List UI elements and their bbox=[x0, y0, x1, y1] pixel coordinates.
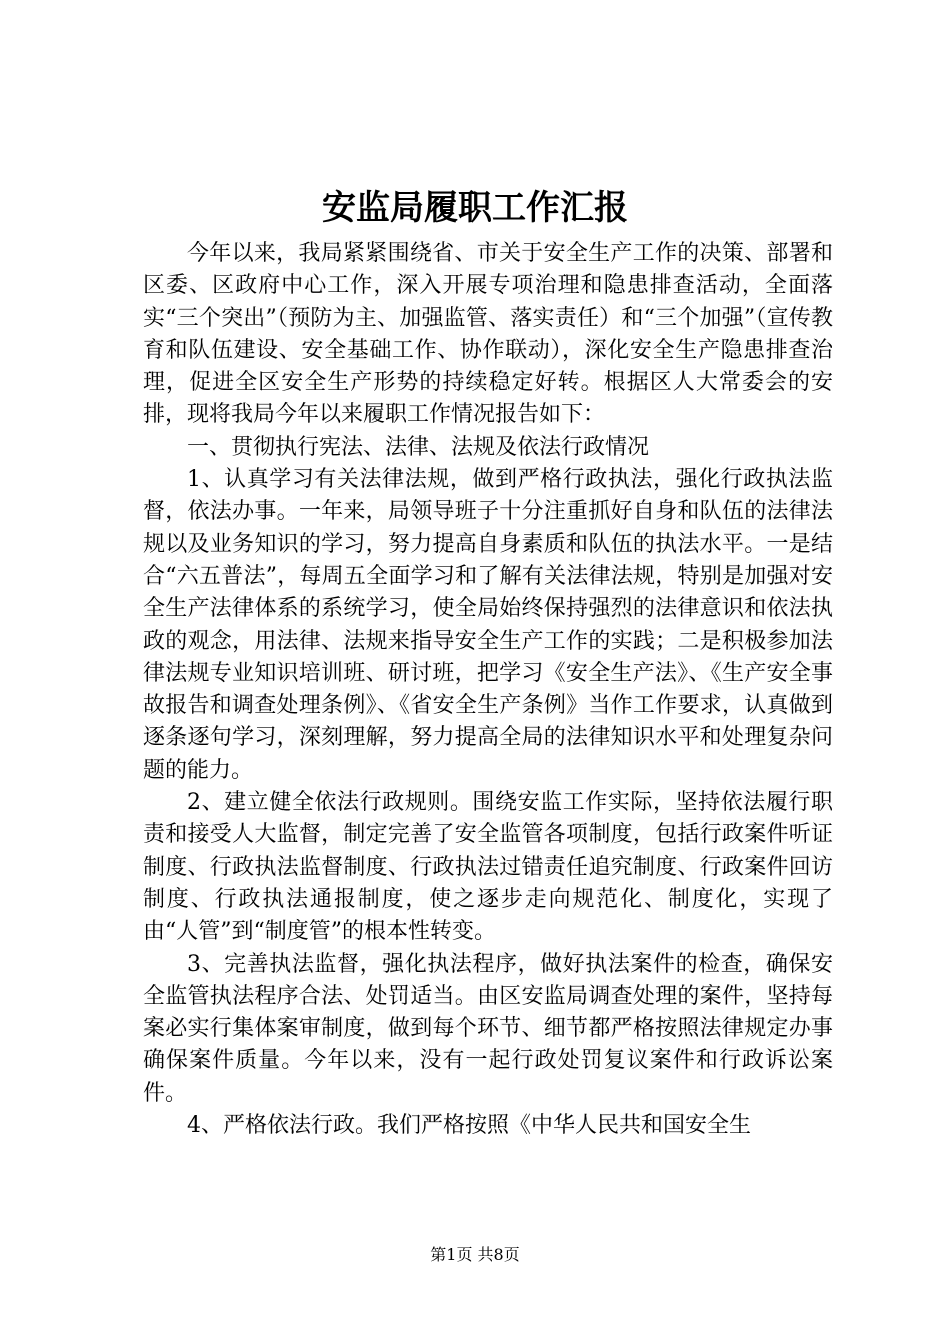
document-body bbox=[143, 238, 833, 1142]
body-paragraph: 1、认真学习有关法律法规，做到严格行政执法，强化行政执法监督，依法办事。一年来，局领导班子十分注重抓好自身和队伍的法律法规以及业务知识的学习，努力提高自身素质和队伍的执法水平。一是结合“六五普法”，每周五全面学习和了解有关法律法规，特别是加强对安全生产法律体系的系统学习，使全局始终保持强烈的法律意识和依法执政的观念，用法律、法规来指导安全生产工作的实践；二是积极参加法律法规专业知识培训班、研讨班，把学习《安全生产法》、《生产安全事故报告和调查处理条例》、《省安全生产条例》当作工作要求，认真做到逐条逐句学习，深刻理解，努力提高全局的法律知识水平和处理复杂问题的能力。 bbox=[143, 467, 833, 783]
body-paragraph: 2、建立健全依法行政规则。围绕安监工作实际，坚持依法履行职责和接受人大监督，制定完善了安全监管各项制度，包括行政案件听证制度、行政执法监督制度、行政执法过错责任追究制度、行政案件回访制度、行政执法通报制度，使之逐步走向规范化、制度化，实现了由“人管”到“制度管”的根本性转变。 bbox=[143, 790, 833, 945]
page-footer: 第1页 共8页 bbox=[430, 1245, 520, 1264]
body-paragraph: 3、完善执法监督，强化执法程序，做好执法案件的检查，确保安全监管执法程序合法、处罚适当。由区安监局调查处理的案件，坚持每案必实行集体案审制度，做到每个环节、细节都严格按照法律规定办事确保案件质量。今年以来，没有一起行政处罚复议案件和行政诉讼案件。 bbox=[143, 951, 833, 1106]
body-paragraph: 4、严格依法行政。我们严格按照《中华人民共和国安全生 bbox=[187, 1113, 751, 1139]
document-title: 安监局履职工作汇报 bbox=[322, 188, 628, 228]
section-heading: 一、贯彻执行宪法、法律、法规及依法行政情况 bbox=[187, 434, 650, 460]
intro-paragraph: 今年以来，我局紧紧围绕省、市关于安全生产工作的决策、部署和区委、区政府中心工作，深入开展专项治理和隐患排查活动，全面落实“三个突出”（预防为主、加强监管、落实责任）和“三个加强”（宣传教育和队伍建设、安全基础工作、协作联动），深化安全生产隐患排查治理，促进全区安全生产形势的持续稳定好转。根据区人大常委会的安排，现将我局今年以来履职工作情况报告如下： bbox=[143, 241, 833, 428]
